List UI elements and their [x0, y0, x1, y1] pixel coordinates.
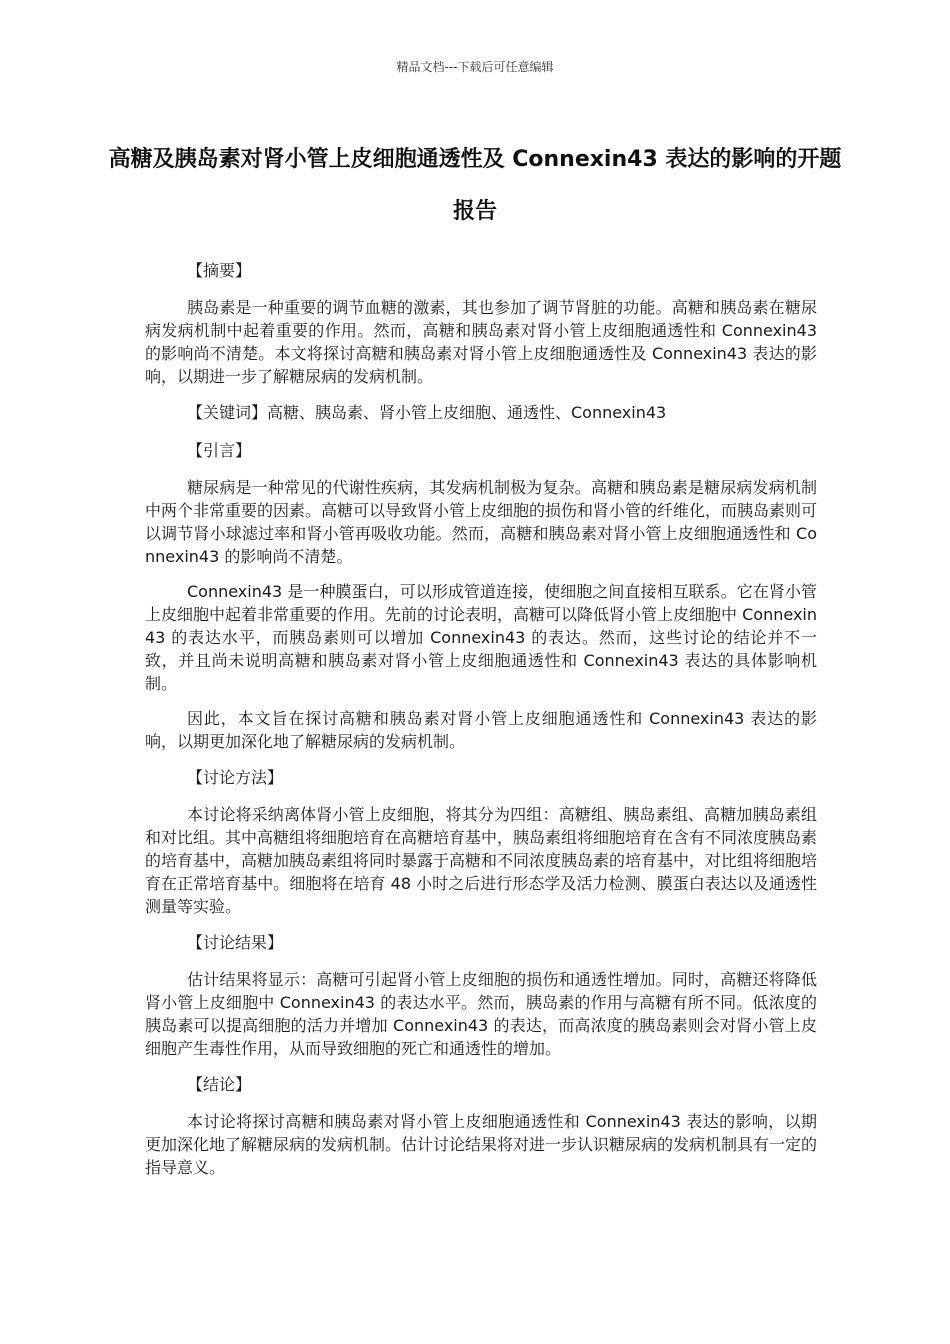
section-heading-abstract: 【摘要】 — [187, 261, 252, 280]
section-heading-results: 【讨论结果】 — [187, 933, 284, 952]
document-title: 高糖及胰岛素对肾小管上皮细胞通透性及 Connexin43 表达的影响的开题报告 — [108, 147, 842, 224]
section-heading-introduction: 【引言】 — [187, 441, 252, 460]
paragraph-introduction-3: 因此，本文旨在探讨高糖和胰岛素对肾小管上皮细胞通透性和 Connexin43 表达的影响，以期更加深化地了解糖尿病的发病机制。 — [145, 709, 817, 751]
paragraph-introduction-1: 糖尿病是一种常见的代谢性疾病，其发病机制极为复杂。高糖和胰岛素是糖尿病发病机制中两个非常重要的因素。高糖可以导致肾小管上皮细胞的损伤和肾小管的纤维化，而胰岛素则可以调节肾小球滤过率和肾小管再吸收功能。然而，高糖和胰岛素对肾小管上皮细胞通透性和 Connexin43 的影响尚不清楚。 — [145, 478, 818, 566]
paragraph-methods: 本讨论将采纳离体肾小管上皮细胞，将其分为四组：高糖组、胰岛素组、高糖加胰岛素组和对比组。其中高糖组将细胞培育在高糖培育基中，胰岛素组将细胞培育在含有不同浓度胰岛素的培育基中，高糖加胰岛素组将同时暴露于高糖和不同浓度胰岛素的培育基中，对比组将细胞培育在正常培育基中。细胞将在培育 48 小时之后进行形态学及活力检测、膜蛋白表达以及通透性测量等实验。 — [145, 805, 818, 916]
keywords-line: 【关键词】高糖、胰岛素、肾小管上皮细胞、通透性、Connexin43 — [187, 403, 667, 422]
paragraph-introduction-2: Connexin43 是一种膜蛋白，可以形成管道连接，使细胞之间直接相互联系。它在肾小管上皮细胞中起着非常重要的作用。先前的讨论表明，高糖可以降低肾小管上皮细胞中 Connexin43 的表达水平，而胰岛素则可以增加 Connexin43 的表达。然而，这些讨论的结论并不一致，并且尚未说明高糖和胰岛素对肾小管上皮细胞通透性和 Connexin43 表达的具体影响机制。 — [145, 582, 817, 693]
paragraph-abstract: 胰岛素是一种重要的调节血糖的激素，其也参加了调节肾脏的功能。高糖和胰岛素在糖尿病发病机制中起着重要的作用。然而，高糖和胰岛素对肾小管上皮细胞通透性和 Connexin43 的影响尚不清楚。本文将探讨高糖和胰岛素对肾小管上皮细胞通透性及 Connexin43 表达的影响，以期进一步了解糖尿病的发病机制。 — [145, 298, 817, 386]
document-body — [145, 258, 817, 1191]
section-heading-conclusion: 【结论】 — [187, 1075, 252, 1094]
section-heading-methods: 【讨论方法】 — [187, 768, 284, 787]
paragraph-conclusion: 本讨论将探讨高糖和胰岛素对肾小管上皮细胞通透性和 Connexin43 表达的影响，以期更加深化地了解糖尿病的发病机制。估计讨论结果将对进一步认识糖尿病的发病机制具有一定的指导意义。 — [145, 1112, 818, 1177]
paragraph-results: 估计结果将显示：高糖可引起肾小管上皮细胞的损伤和通透性增加。同时，高糖还将降低肾小管上皮细胞中 Connexin43 的表达水平。然而，胰岛素的作用与高糖有所不同。低浓度的胰岛素可以提高细胞的活力并增加 Connexin43 的表达，而高浓度的胰岛素则会对肾小管上皮细胞产生毒性作用，从而导致细胞的死亡和通透性的增加。 — [145, 970, 817, 1058]
page-header: 精品文档---下载后可任意编辑 — [396, 60, 554, 74]
